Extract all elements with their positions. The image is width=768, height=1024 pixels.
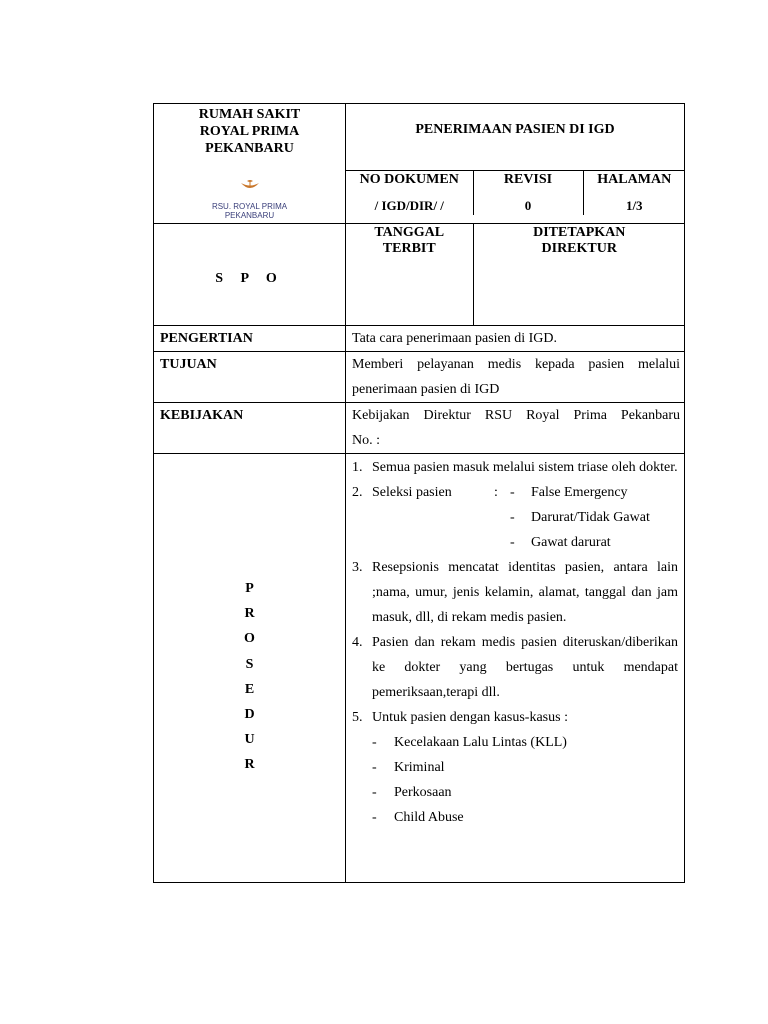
procedure-step xyxy=(352,555,678,630)
tujuan-label-cell xyxy=(154,352,346,403)
selection-row xyxy=(372,505,678,530)
revisi-label: REVISI xyxy=(473,171,583,197)
case-item xyxy=(372,780,684,805)
case-item xyxy=(372,805,684,830)
logo-emblem-icon xyxy=(239,179,261,193)
logo-text-line1: RSU. ROYAL PRIMA xyxy=(211,202,288,211)
procedure-step xyxy=(352,455,678,480)
pengertian-label: PENGERTIAN xyxy=(160,331,253,346)
pengertian-text-cell xyxy=(346,326,685,352)
step-text: Untuk pasien dengan kasus-kasus : xyxy=(372,710,568,725)
halaman-label: HALAMAN xyxy=(583,171,685,197)
dash-bullet: - xyxy=(372,810,377,825)
selection-label: Seleksi pasien xyxy=(372,485,452,500)
procedure-step xyxy=(352,705,678,730)
dash-bullet: - xyxy=(510,535,515,550)
selection-row xyxy=(372,530,678,555)
ditetapkan-cell xyxy=(473,224,685,325)
prosedur-letter: P xyxy=(245,581,254,596)
selection-row xyxy=(372,480,678,505)
hospital-header-cell xyxy=(154,104,346,224)
step-text: Resepsionis mencatat identitas pasien, antara lain ;nama, umur, jenis kelamin, alamat, tanggal dan jam masuk, dll, di rekam medis pasien. xyxy=(372,560,678,625)
step-number: 2. xyxy=(352,485,363,500)
case-item-text: Kriminal xyxy=(394,760,445,775)
dash-bullet: - xyxy=(372,785,377,800)
kebijakan-text-cell xyxy=(346,403,685,454)
hospital-logo xyxy=(195,177,305,220)
logo-text-line2: PEKANBARU xyxy=(224,211,275,220)
case-list xyxy=(346,730,684,830)
prosedur-letter: S xyxy=(245,656,254,672)
step-number: 4. xyxy=(352,635,363,650)
spo-label: S P O xyxy=(215,271,284,286)
document-meta-cell xyxy=(346,171,685,224)
spo-document xyxy=(153,103,684,879)
prosedur-letter: R xyxy=(244,606,255,622)
tujuan-text: Memberi pelayanan medis kepada pasien melalui penerimaan pasien di IGD xyxy=(352,357,680,397)
dash-bullet: - xyxy=(510,485,515,500)
tujuan-text-cell xyxy=(346,352,685,403)
no-dokumen-label: NO DOKUMEN xyxy=(359,172,459,187)
spo-table xyxy=(153,103,685,883)
selection-colon: : xyxy=(494,485,498,500)
case-item xyxy=(372,755,684,780)
hospital-name: RUMAH SAKIT ROYAL PRIMA PEKANBARU xyxy=(198,107,301,156)
tanggal-terbit-cell xyxy=(346,224,473,325)
document-meta-table xyxy=(346,171,685,215)
prosedur-letter: O xyxy=(244,631,255,647)
dash-bullet: - xyxy=(510,510,515,525)
pengertian-label-cell xyxy=(154,326,346,352)
kebijakan-label-cell xyxy=(154,403,346,454)
document-title: PENERIMAAN PASIEN DI IGD xyxy=(415,122,615,137)
tujuan-label: TUJUAN xyxy=(160,357,217,372)
document-title-cell xyxy=(346,104,685,171)
case-item xyxy=(372,730,684,755)
step-text: Semua pasien masuk melalui sistem triase oleh dokter. xyxy=(372,460,678,475)
selection-item: False Emergency xyxy=(531,485,628,500)
dash-bullet: - xyxy=(372,760,377,775)
kebijakan-text-line1: Kebijakan Direktur RSU Royal Prima Pekanbaru xyxy=(352,408,680,423)
step-number: 1. xyxy=(352,460,363,475)
tanggal-terbit-label: TANGGAL TERBIT xyxy=(374,225,445,256)
approval-table xyxy=(346,224,685,325)
case-item-text: Child Abuse xyxy=(394,810,464,825)
prosedur-letter: D xyxy=(244,707,255,723)
prosedur-steps-cell xyxy=(346,454,685,883)
revisi-value: 0 xyxy=(473,197,583,215)
case-item-text: Perkosaan xyxy=(394,785,452,800)
selection-item: Gawat darurat xyxy=(531,535,611,550)
spo-label-cell xyxy=(154,224,346,326)
approval-cell xyxy=(346,224,685,326)
dash-bullet: - xyxy=(372,735,377,750)
case-item-text: Kecelakaan Lalu Lintas (KLL) xyxy=(394,735,567,750)
step-content xyxy=(372,480,678,555)
ditetapkan-label: DITETAPKAN DIREKTUR xyxy=(533,225,626,256)
prosedur-letter: E xyxy=(244,681,255,697)
prosedur-label xyxy=(154,454,345,778)
prosedur-letter: R xyxy=(244,757,255,773)
kebijakan-label: KEBIJAKAN xyxy=(160,408,244,423)
kebijakan-text-line2: No. : xyxy=(352,433,380,448)
procedure-step xyxy=(352,480,678,555)
prosedur-label-cell xyxy=(154,454,346,883)
pengertian-text: Tata cara penerimaan pasien di IGD. xyxy=(352,331,558,346)
step-number: 3. xyxy=(352,560,363,575)
halaman-value: 1/3 xyxy=(583,197,685,215)
no-dokumen-value: / IGD/DIR/ / xyxy=(374,198,444,213)
step-text: Pasien dan rekam medis pasien diteruskan/diberikan ke dokter yang bertugas untuk mendapat pemeriksaan,terapi dll. xyxy=(372,635,678,700)
step-number: 5. xyxy=(352,710,363,725)
selection-item: Darurat/Tidak Gawat xyxy=(531,510,650,525)
procedure-step xyxy=(352,630,678,705)
procedure-steps xyxy=(346,454,684,730)
prosedur-letter: U xyxy=(244,732,255,748)
